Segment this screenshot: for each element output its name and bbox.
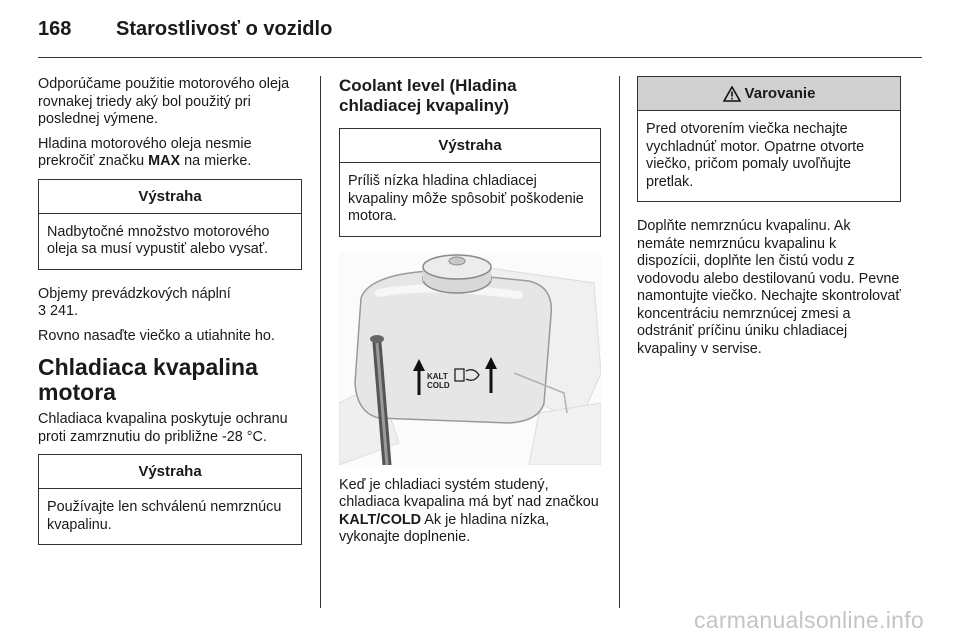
text: na mierke.	[180, 153, 252, 169]
warning-box-antifreeze	[38, 454, 302, 545]
paragraph-capacities	[38, 286, 302, 321]
text: Ak je hladina nízka, vykonajte doplnenie.	[339, 511, 550, 545]
warning-triangle-icon	[723, 86, 741, 102]
kalt-label: KALT	[427, 371, 448, 381]
kalt-cold-mark: KALT/COLD	[339, 511, 422, 528]
watermark: carmanualsonline.info	[693, 607, 924, 633]
danger-box-pressure	[637, 76, 901, 202]
warning-box-low-coolant	[339, 128, 601, 237]
warning-text: Používajte len schválenú nemrznúcu kvapalinu.	[47, 499, 282, 533]
column-3	[637, 76, 901, 365]
warning-text: Príliš nízka hladina chladiacej kvapaliny môže spôsobiť poškodenie motora.	[348, 173, 584, 224]
column-divider-2	[619, 76, 620, 608]
max-mark: MAX	[148, 153, 181, 169]
danger-header	[638, 77, 900, 111]
column-1	[38, 76, 302, 561]
text: Keď je chladiaci systém studený, chladiaca kvapalina má byť nad značkou	[339, 476, 599, 510]
text: Hladina motorového oleja nesmie prekročiť značku	[38, 135, 252, 169]
paragraph-coolant-protection: Chladiaca kvapalina poskytuje ochranu proti zamrznutiu do približne -28 °C.	[38, 411, 288, 445]
paragraph-cold-level	[339, 477, 601, 547]
warning-title: Výstraha	[39, 180, 301, 214]
page-ref-icon[interactable]: 3	[38, 303, 47, 319]
page-title: Starostlivosť o vozidlo	[116, 18, 333, 40]
page-ref[interactable]: 241.	[46, 303, 79, 319]
subheading-coolant-level: Coolant level (Hladina chladiacej kvapaliny)	[339, 76, 517, 115]
header-rule	[38, 57, 922, 58]
danger-text: Pred otvorením viečka nechajte vychladnúť motor. Opatrne otvorte viečko, pričom pomaly uvoľňujte pretlak.	[646, 121, 865, 190]
warning-text: Nadbytočné množstvo motorového oleja sa musí vypustiť alebo vysať.	[47, 223, 270, 257]
warning-box-oil	[38, 179, 302, 270]
warning-title: Výstraha	[39, 455, 301, 489]
paragraph-cap-tighten: Rovno nasaďte viečko a utiahnite ho.	[38, 327, 275, 344]
paragraph-refill: Doplňte nemrznúcu kvapalinu. Ak nemáte nemrznúcu kvapalinu k dispozícii, doplňte len čistú vodu z vodovodu alebo destilovanú vodu. Pevne namontujte viečko. Nechajte skontrolovať koncentráciu nemrznúcej zmesi a odstrániť príčinu úniku chladiacej kvapaliny v servise.	[637, 218, 901, 357]
text: Objemy prevádzkových náplní	[38, 285, 231, 302]
paragraph-oil-max	[38, 136, 302, 171]
paragraph-oil-recommendation: Odporúčame použitie motorového oleja rovnakej triedy aký bol použitý pri poslednej výmene.	[38, 76, 290, 127]
coolant-reservoir-illustration	[339, 253, 601, 465]
page-header	[38, 18, 332, 48]
warning-title: Výstraha	[340, 129, 600, 163]
column-divider-1	[320, 76, 321, 608]
column-2	[339, 76, 601, 554]
danger-title: Varovanie	[744, 85, 816, 102]
section-heading-coolant: Chladiaca kvapalina motora	[38, 354, 258, 405]
cold-label: COLD	[427, 380, 450, 390]
page-number: 168	[38, 18, 72, 40]
